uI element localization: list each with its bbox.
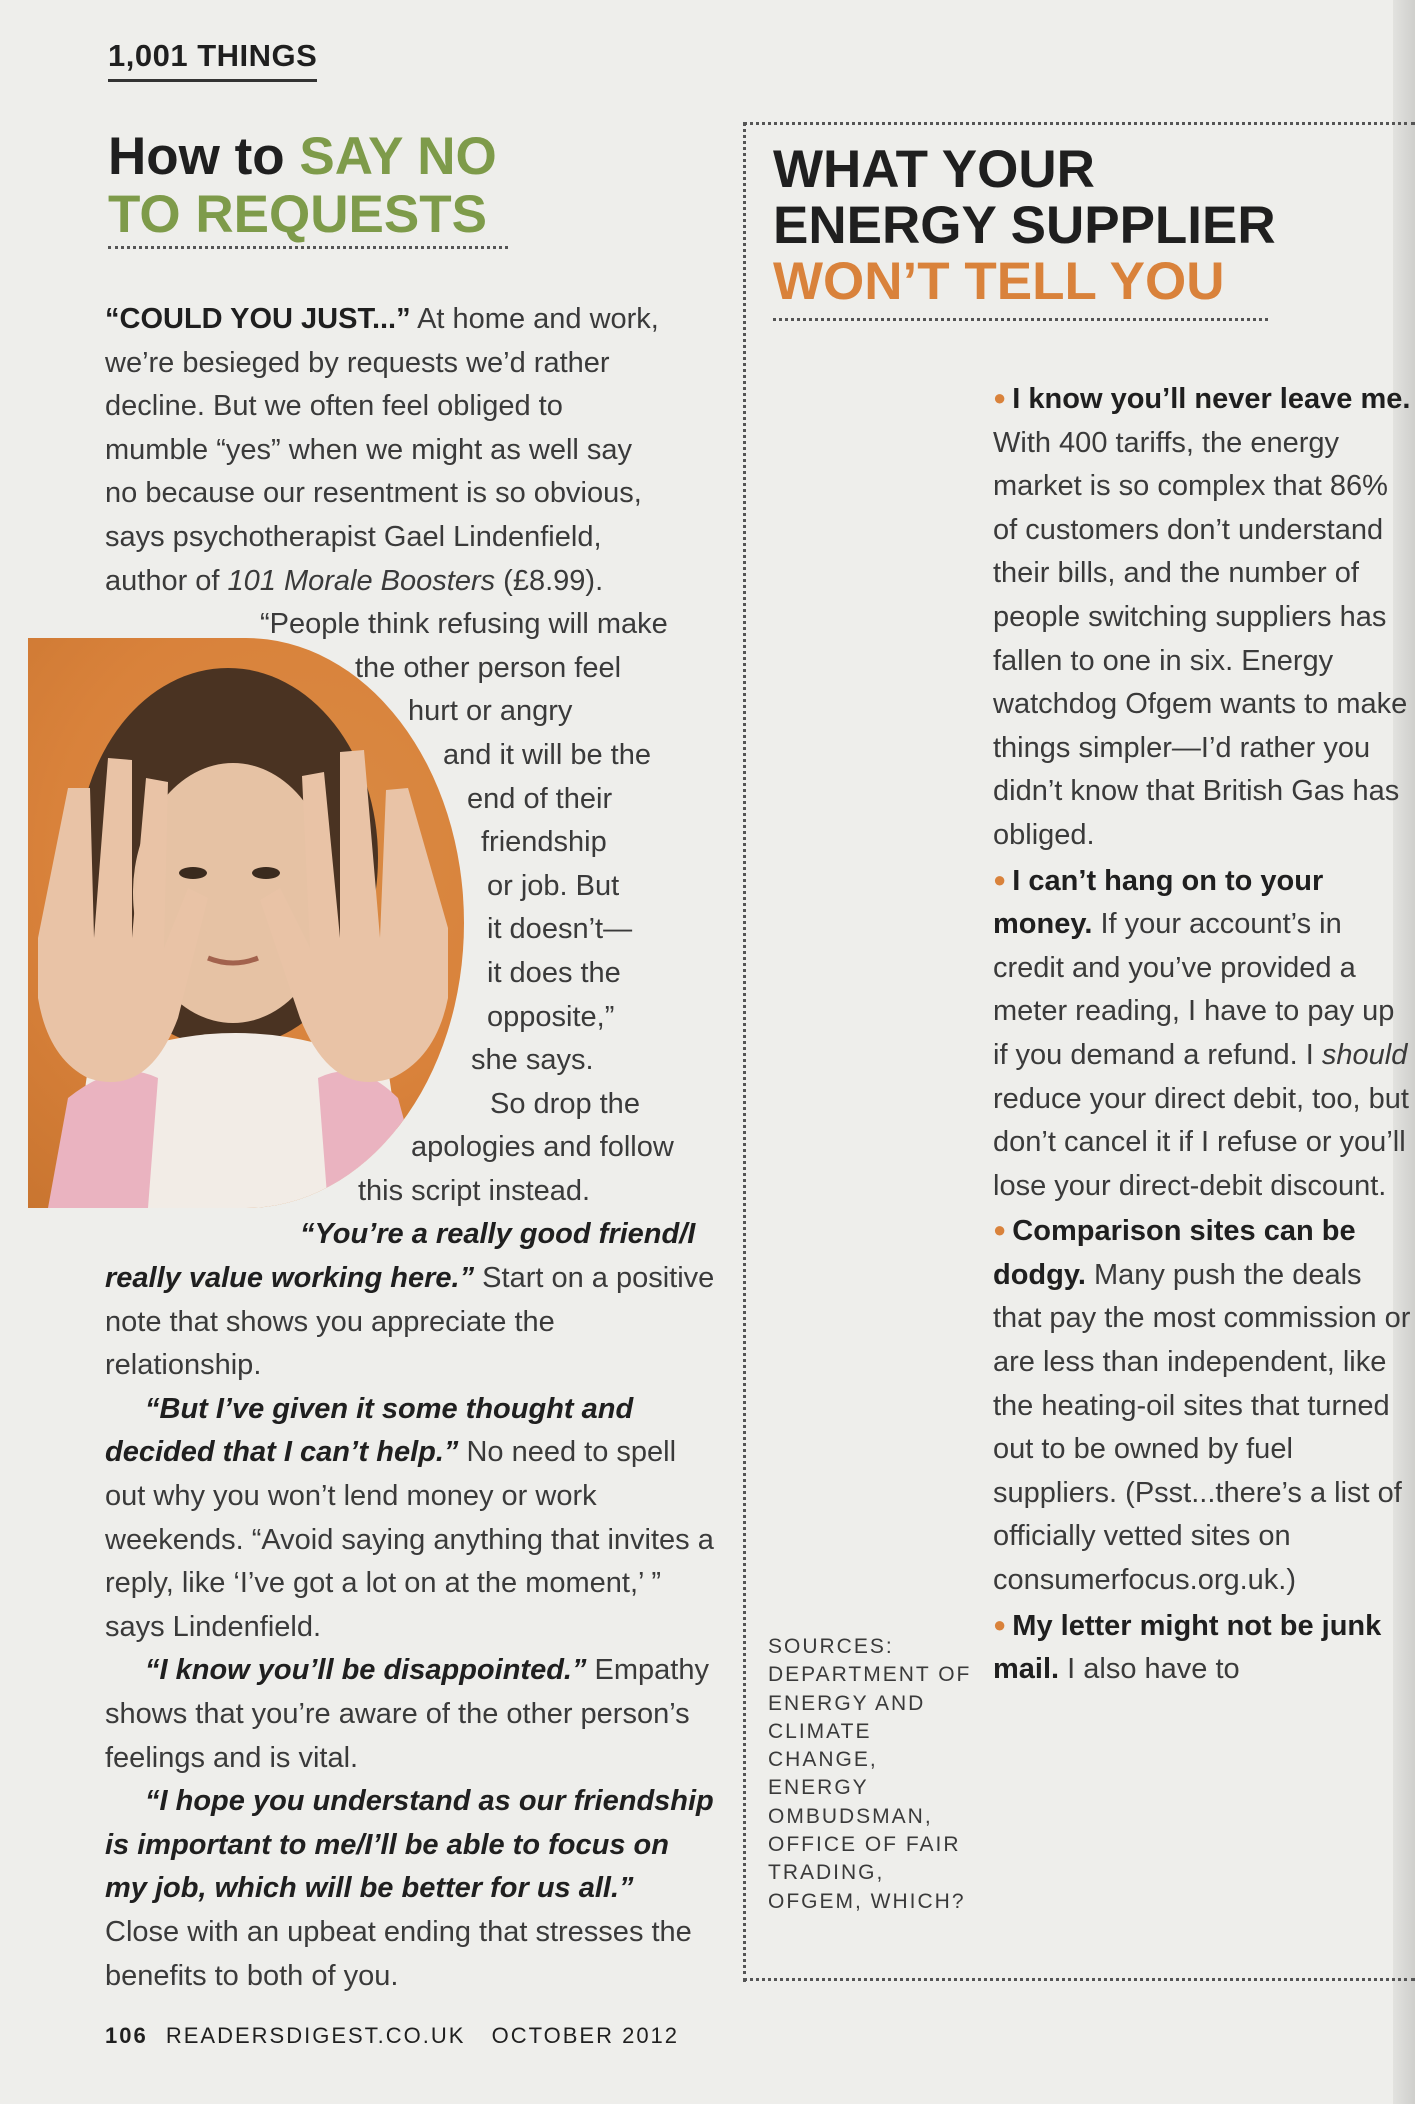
tip-lead: I can’t hang on to your money. bbox=[993, 864, 1324, 941]
quote-line: and it will be the bbox=[443, 738, 651, 771]
step-quote: “But I’ve given it some thought and decided that I can’t help.” bbox=[105, 1392, 634, 1469]
title-accent: TO REQUESTS bbox=[108, 185, 487, 244]
intro-lead: “COULD YOU JUST...” bbox=[105, 303, 411, 335]
box-bottom-rule bbox=[743, 1978, 1415, 1981]
author-prefix: author of bbox=[105, 564, 228, 597]
title-line: ENERGY SUPPLIER bbox=[773, 196, 1276, 255]
step-text: Start on a positive note that shows you appreciate the relationship. bbox=[105, 1262, 715, 1382]
quote-line: it does the bbox=[487, 956, 621, 989]
quote-line: “People think refusing will make bbox=[260, 608, 668, 641]
tip-item bbox=[993, 858, 1413, 1209]
quote-line: So drop the bbox=[490, 1087, 640, 1120]
quote-line: it doesn’t— bbox=[487, 913, 633, 946]
step-paragraph bbox=[105, 1213, 715, 1387]
quote-line: hurt or angry bbox=[408, 695, 573, 728]
bullet-icon: ● bbox=[993, 866, 1007, 892]
intro-text: we’re besieged by requests we’d rather bbox=[105, 346, 610, 379]
tip-item bbox=[993, 376, 1413, 858]
right-article-title bbox=[773, 142, 1393, 310]
intro-text: no because our resentment is so obvious, bbox=[105, 477, 642, 510]
dotted-rule bbox=[773, 318, 1268, 321]
section-tag: 1,001 THINGS bbox=[108, 38, 317, 82]
quote-line: end of their bbox=[467, 782, 613, 815]
box-top-rule bbox=[743, 122, 1415, 125]
quote-line: or job. But bbox=[487, 869, 620, 902]
tip-item bbox=[993, 1603, 1413, 1692]
step-quote: “You’re a really good friend/I really value working here.” bbox=[105, 1218, 696, 1295]
tip-item bbox=[993, 1208, 1413, 1602]
book-price: (£8.99). bbox=[495, 564, 604, 597]
quote-line: the other person feel bbox=[355, 651, 622, 684]
tip-lead: I know you’ll never leave me. bbox=[1012, 383, 1411, 415]
page-number: 106 bbox=[105, 2023, 148, 2048]
tip-text: Many push the deals that pay the most commission or are less than independent, like the heating-oil sites that turned out to be owned by fuel suppliers. (Psst...there’s a list of officially vetted sites on consumerfocus.org.uk.) bbox=[993, 1258, 1411, 1597]
step-paragraph bbox=[105, 1780, 715, 1998]
tip-lead: My letter might not be junk mail. bbox=[993, 1609, 1382, 1686]
column-divider bbox=[743, 122, 746, 1982]
right-article-body bbox=[993, 376, 1413, 1692]
tip-text: With 400 tariffs, the energy market is so complex that 86% of customers don’t understand their bills, and the number of people switching suppliers has fallen to one in six. Energy watchdog Ofgem wants to make things simpler—I’d rather you didn’t know that British Gas has obliged. bbox=[993, 426, 1408, 851]
step-text: Close with an upbeat ending that stresses the benefits to both of you. bbox=[105, 1915, 692, 1992]
tip-text: If your account’s in credit and you’ve provided a meter reading, I have to pay up if you demand a refund. I bbox=[993, 908, 1395, 1071]
bullet-icon: ● bbox=[993, 385, 1007, 410]
title-line: WHAT YOUR bbox=[773, 140, 1095, 199]
quote-line: this script instead. bbox=[358, 1174, 591, 1207]
left-article-body bbox=[105, 298, 715, 1998]
dotted-rule bbox=[108, 246, 508, 249]
step-paragraph bbox=[105, 1388, 715, 1650]
quote-line: apologies and follow bbox=[411, 1131, 674, 1164]
book-title: 101 Morale Boosters bbox=[227, 564, 496, 597]
intro-text: decline. But we often feel obliged to bbox=[105, 390, 563, 423]
footer-site: READERSDIGEST.CO.UK bbox=[165, 2023, 466, 2048]
tip-text: reduce your direct debit, too, but don’t cancel it if I refuse or you’ll lose your direct-debit discount. bbox=[993, 1082, 1409, 1202]
left-article-title bbox=[108, 128, 538, 244]
step-text: No need to spell out why you won’t lend money or work weekends. “Avoid saying anything that invites a reply, like ‘I’ve got a lot on at the moment,’ ” says Lindenfield. bbox=[105, 1436, 714, 1643]
tip-text: I also have to bbox=[1059, 1653, 1240, 1686]
bullet-icon: ● bbox=[993, 1217, 1007, 1243]
tip-lead: Comparison sites can be dodgy. bbox=[993, 1215, 1356, 1291]
quote-line: opposite,” bbox=[487, 1000, 615, 1033]
title-accent: WON’T TELL YOU bbox=[773, 252, 1225, 311]
quote-line: friendship bbox=[481, 826, 607, 859]
wrapped-quote bbox=[105, 603, 715, 1213]
step-quote: “I hope you understand as our friendship is important to me/I’ll be able to focus on my job, which will be better for us all.” bbox=[105, 1785, 714, 1905]
title-accent: SAY NO bbox=[299, 127, 497, 186]
step-paragraph bbox=[105, 1649, 715, 1780]
quote-line: she says. bbox=[471, 1044, 594, 1077]
intro-paragraph bbox=[105, 298, 715, 603]
step-text: Empathy shows that you’re aware of the other person’s feelings and is vital. bbox=[105, 1654, 709, 1774]
intro-text: At home and work, bbox=[410, 303, 659, 335]
sources-note: SOURCES: DEPARTMENT OF ENERGY AND CLIMATE CHANGE, ENERGY OMBUDSMAN, OFFICE OF FAIR TRADING, OFGEM, WHICH? bbox=[768, 1635, 972, 1913]
bullet-icon: ● bbox=[993, 1611, 1007, 1637]
title-part: How to bbox=[108, 127, 300, 186]
intro-text: says psychotherapist Gael Lindenfield, bbox=[105, 520, 602, 553]
page-footer bbox=[105, 2023, 679, 2049]
step-quote: “I know you’ll be disappointed.” bbox=[145, 1654, 587, 1687]
intro-text: mumble “yes” when we might as well say bbox=[105, 433, 633, 466]
footer-issue: OCTOBER 2012 bbox=[491, 2023, 680, 2048]
tip-emphasis: should bbox=[1321, 1038, 1408, 1071]
